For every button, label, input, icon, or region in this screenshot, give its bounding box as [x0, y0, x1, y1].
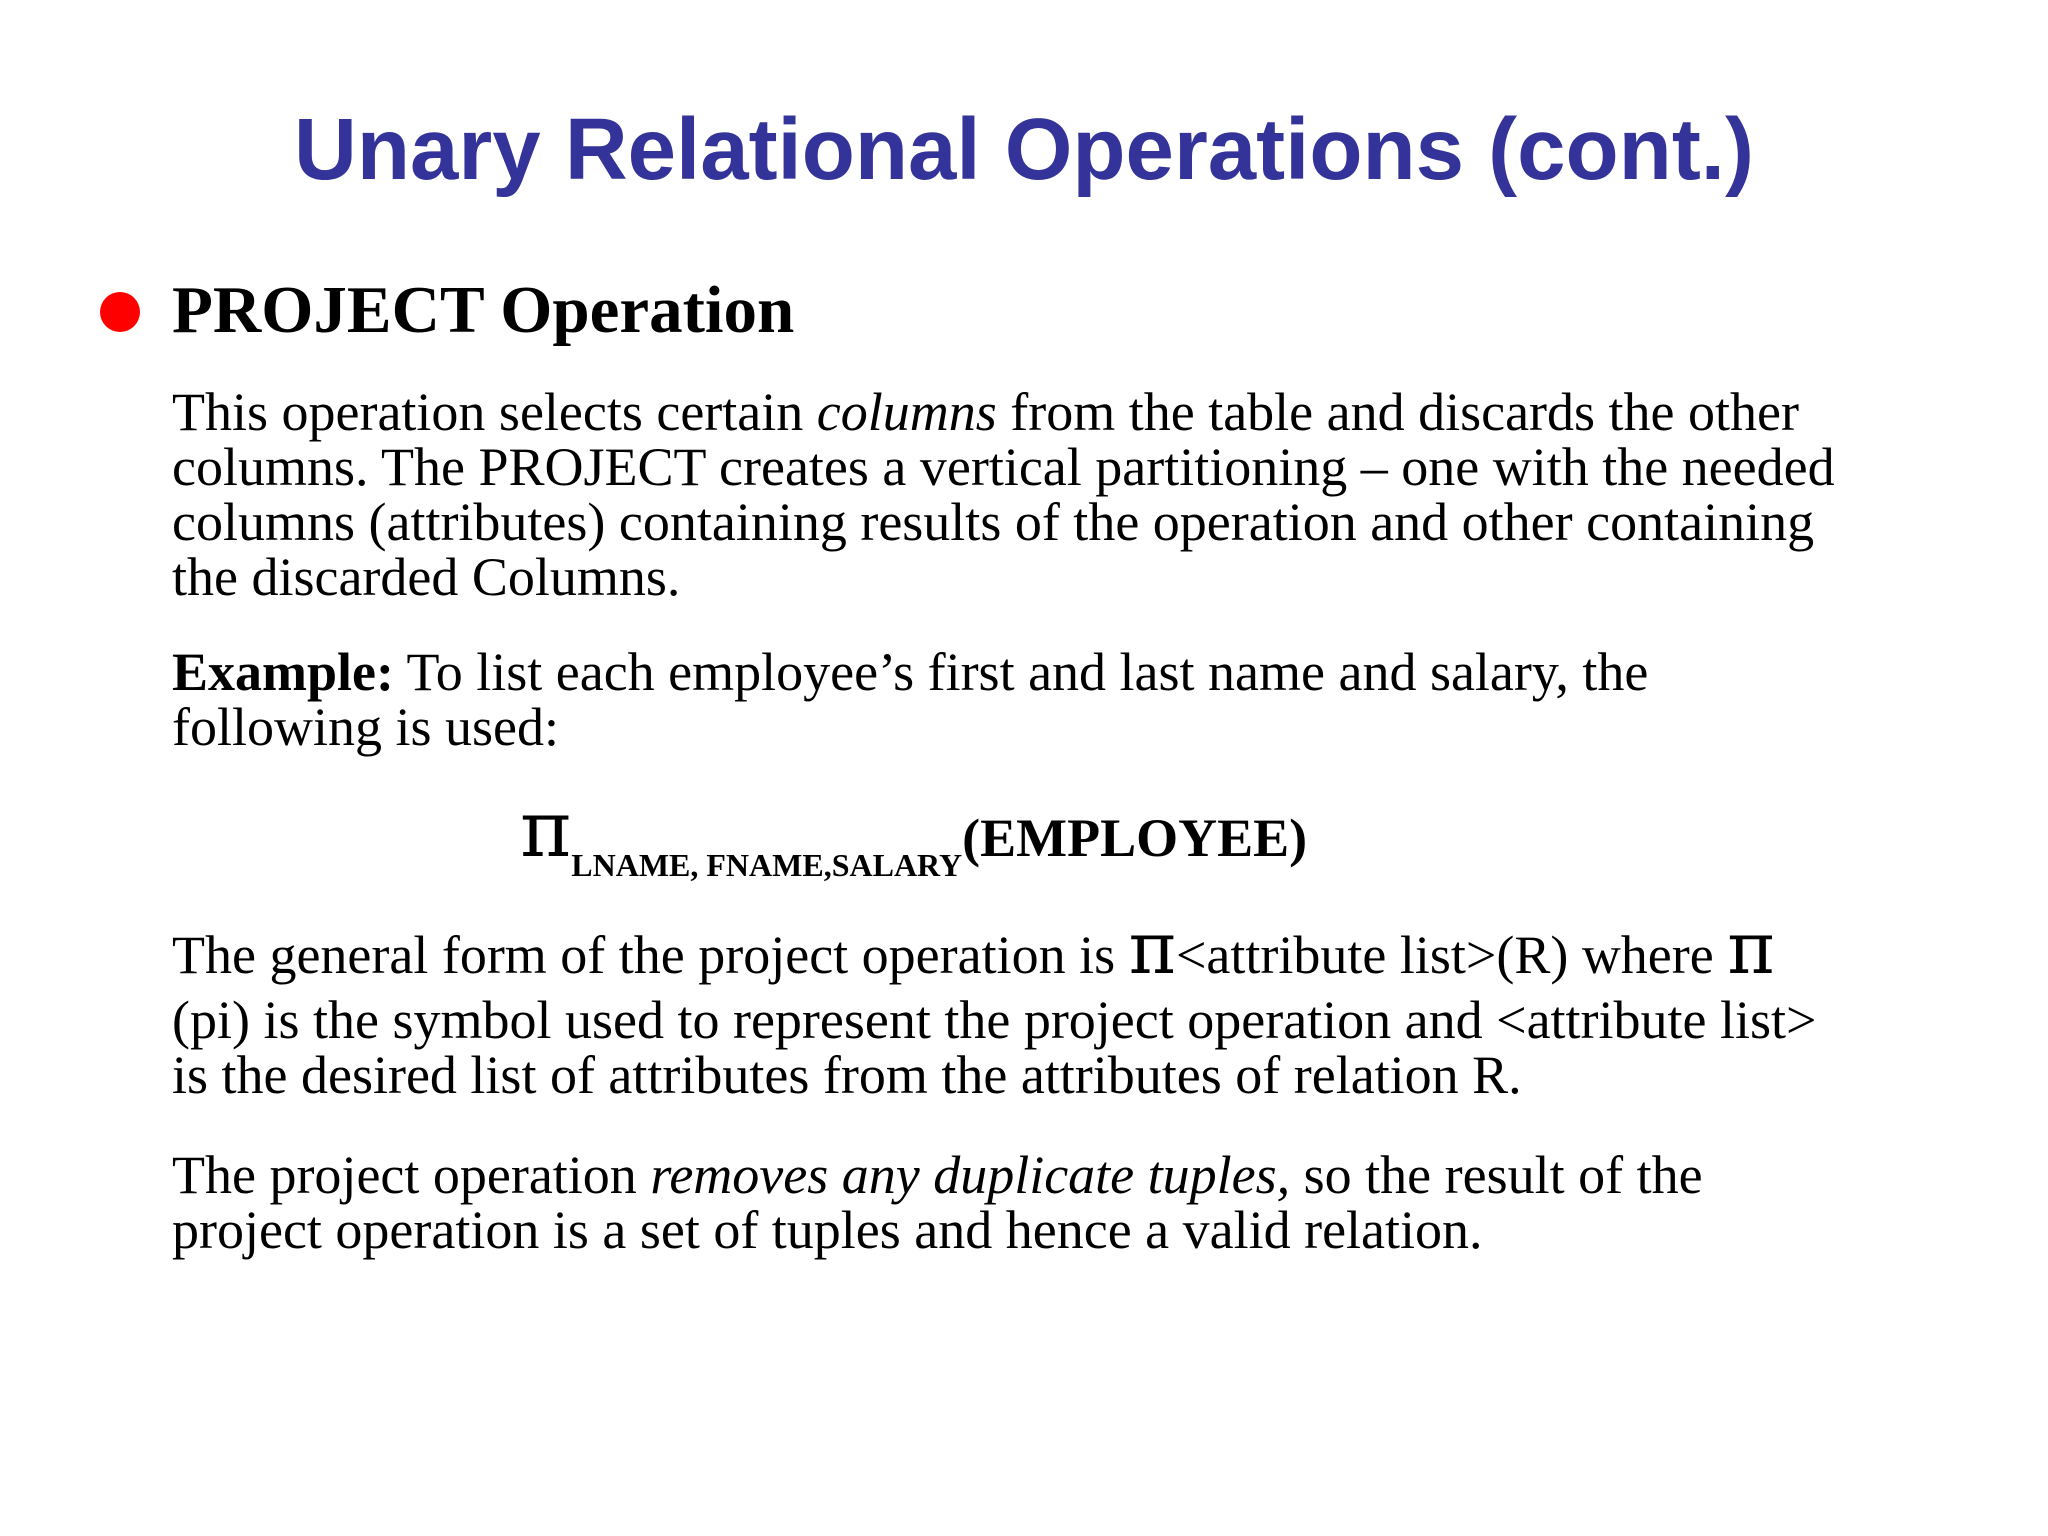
pi-symbol: π [520, 785, 572, 875]
paragraph-line: following is used: [172, 697, 559, 757]
paragraph-line [172, 1145, 1703, 1205]
example-label: Example: [172, 642, 394, 702]
paragraph-duplicates [172, 1145, 1703, 1260]
text-run: so the result of the [1290, 1145, 1703, 1205]
pi-symbol: π [1128, 906, 1176, 990]
paragraph-line [172, 642, 1649, 702]
text-run: <attribute list>(R) where [1175, 925, 1728, 985]
paragraph-line: columns. The PROJECT creates a vertical partitioning – one with the needed [172, 437, 1835, 497]
text-run: from the table and discards the other [996, 382, 1799, 442]
slide-title: Unary Relational Operations (cont.) [294, 101, 1754, 198]
paragraph-line [172, 382, 1835, 442]
section-heading: PROJECT Operation [172, 273, 795, 347]
paragraph-line: columns (attributes) containing results of the operation and other containing [172, 492, 1815, 552]
paragraph-example [172, 642, 1649, 757]
formula-argument: (EMPLOYEE) [962, 808, 1308, 868]
formula-subscript: LNAME, FNAME,SALARY [571, 847, 963, 883]
paragraph-line: (pi) is the symbol used to represent the project operation and <attribute list> [172, 990, 1817, 1050]
pi-symbol: π [1727, 906, 1775, 990]
paragraph-line: is the desired list of attributes from the attributes of relation R. [172, 1045, 1522, 1105]
paragraph-line: the discarded Columns. [172, 547, 681, 607]
text-run: To list each employee’s first and last name and salary, the [394, 642, 1649, 702]
paragraph-definition [172, 382, 1835, 607]
paragraph-general-form [172, 906, 1817, 1105]
text-run: This operation selects certain [172, 382, 817, 442]
bullet-dot [100, 292, 140, 332]
italic-text: removes any duplicate tuples, [650, 1145, 1291, 1205]
paragraph-line: project operation is a set of tuples and hence a valid relation. [172, 1200, 1483, 1260]
italic-text: columns [816, 382, 997, 442]
project-formula [520, 785, 1308, 883]
text-run: The project operation [172, 1145, 651, 1205]
paragraph-line [172, 906, 1817, 993]
text-run: The general form of the project operation is [172, 925, 1129, 985]
